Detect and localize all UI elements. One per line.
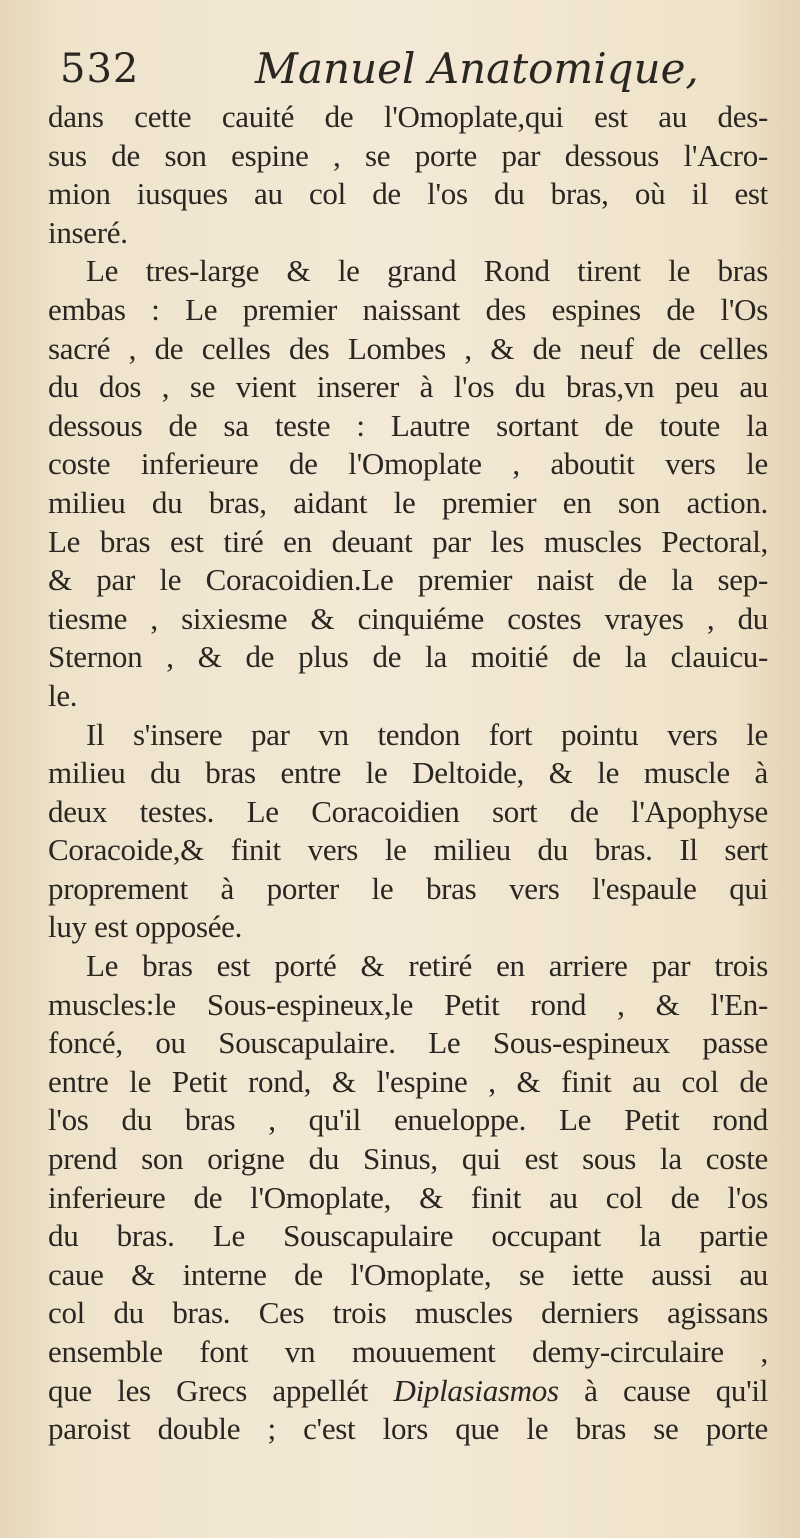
text-line: du dos , se vient inserer à l'os du bras,vn peu au bbox=[48, 369, 768, 405]
text-line: sacré , de celles des Lombes , & de neuf de celles bbox=[48, 330, 768, 366]
page-header bbox=[60, 40, 760, 100]
text-line-with-greek bbox=[48, 1372, 768, 1411]
text-line: prend son origne du Sinus, qui est sous la coste bbox=[48, 1141, 768, 1177]
text-line: proprement à porter le bras vers l'espaule qui bbox=[48, 870, 768, 906]
text-line: paroist double ; c'est lors que le bras se porte bbox=[48, 1411, 768, 1447]
text-line: milieu du bras, aidant le premier en son action. bbox=[48, 484, 768, 520]
text-line: caue & interne de l'Omoplate, se iette aussi au bbox=[48, 1256, 768, 1292]
text-line: Sternon , & de plus de la moitié de la clauicu- bbox=[48, 639, 768, 675]
body-text bbox=[48, 98, 768, 1449]
text-line: inseré. bbox=[48, 214, 128, 250]
text-line: deux testes. Le Coracoidien sort de l'Apophyse bbox=[48, 793, 768, 829]
paragraph-start: Il s'insere par vn tendon fort pointu vers le bbox=[86, 716, 768, 752]
text-line: luy est opposée. bbox=[48, 909, 243, 945]
text-line: sus de son espine , se porte par dessous l'Acro- bbox=[48, 137, 768, 173]
text-line: Le bras est tiré en deuant par les muscles Pectoral, bbox=[48, 523, 768, 559]
text-line: tiesme , sixiesme & cinquiéme costes vrayes , du bbox=[48, 600, 768, 636]
greek-term: Diplasiasmos bbox=[393, 1372, 559, 1408]
page-number: 532 bbox=[60, 46, 140, 92]
text-line: col du bras. Ces trois muscles derniers agissans bbox=[48, 1295, 768, 1331]
text-line: l'os du bras , qu'il enueloppe. Le Petit rond bbox=[48, 1102, 768, 1138]
greek-prefix: que les Grecs appellét bbox=[48, 1372, 369, 1408]
text-line: du bras. Le Souscapulaire occupant la partie bbox=[48, 1218, 768, 1254]
paragraph-start: Le bras est porté & retiré en arriere par trois bbox=[86, 948, 768, 984]
text-line: dessous de sa teste : Lautre sortant de toute la bbox=[48, 407, 768, 443]
text-line: coste inferieure de l'Omoplate , aboutit vers le bbox=[48, 446, 768, 482]
text-line: entre le Petit rond, & l'espine , & finit au col de bbox=[48, 1063, 768, 1099]
text-line: mion iusques au col de l'os du bras, où il est bbox=[48, 176, 768, 212]
paragraph-start: Le tres-large & le grand Rond tirent le bras bbox=[86, 253, 768, 289]
text-line: le. bbox=[48, 677, 78, 713]
text-line: dans cette cauité de l'Omoplate,qui est au des- bbox=[48, 99, 768, 134]
text-line: foncé, ou Souscapulaire. Le Sous-espineux passe bbox=[48, 1025, 768, 1061]
running-head: Manuel Anatomique, bbox=[255, 44, 699, 93]
text-line: & par le Coracoidien.Le premier naist de la sep- bbox=[48, 562, 768, 598]
text-line: embas : Le premier naissant des espines de l'Os bbox=[48, 291, 768, 327]
greek-suffix: à cause qu'il bbox=[584, 1372, 769, 1408]
text-line: Coracoide,& finit vers le milieu du bras. Il sert bbox=[48, 832, 768, 868]
text-line: milieu du bras entre le Deltoide, & le muscle à bbox=[48, 755, 768, 791]
text-line: muscles:le Sous-espineux,le Petit rond , & l'En- bbox=[48, 986, 768, 1022]
text-line: inferieure de l'Omoplate, & finit au col de l'os bbox=[48, 1179, 768, 1215]
text-line: ensemble font vn mouuement demy-circulaire , bbox=[48, 1334, 768, 1369]
